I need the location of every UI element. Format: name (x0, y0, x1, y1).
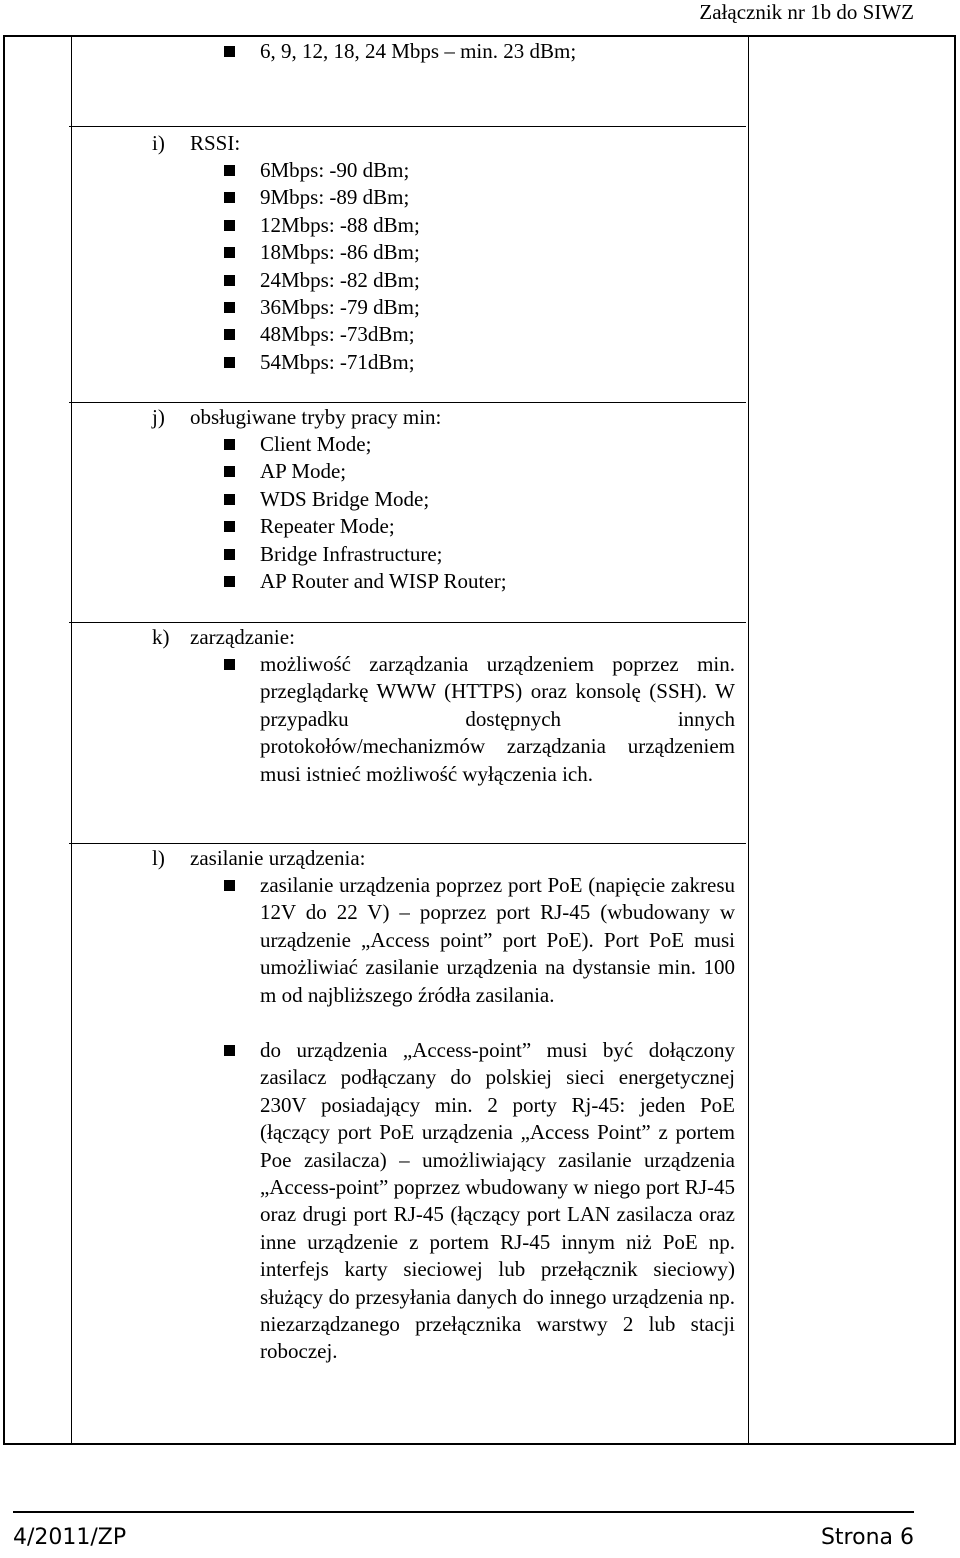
bullet-icon (224, 192, 235, 203)
bullet-icon (224, 46, 235, 57)
row-separator (69, 126, 746, 127)
bullet-icon (224, 302, 235, 313)
table-divider-right (748, 37, 749, 1443)
list-item: AP Mode; (260, 459, 347, 483)
list-item: 36Mbps: -79 dBm; (260, 295, 420, 319)
list-item: Repeater Mode; (260, 514, 395, 538)
bullet-icon (224, 466, 235, 477)
page-number: Strona 6 (820, 1525, 914, 1550)
item-label: k) (152, 625, 170, 649)
bullet-icon (224, 220, 235, 231)
bullet-icon (224, 576, 235, 587)
bullet-icon (224, 247, 235, 258)
list-item: 48Mbps: -73dBm; (260, 322, 415, 346)
list-item: 24Mbps: -82 dBm; (260, 268, 420, 292)
list-item: 9Mbps: -89 dBm; (260, 185, 410, 209)
row-separator (69, 843, 746, 844)
item-label: i) (152, 131, 165, 155)
item-title: zarządzanie: (190, 625, 295, 649)
list-item: 54Mbps: -71dBm; (260, 350, 415, 374)
list-item: 18Mbps: -86 dBm; (260, 240, 420, 264)
list-item: 6, 9, 12, 18, 24 Mbps – min. 23 dBm; (260, 39, 577, 63)
list-item: 12Mbps: -88 dBm; (260, 213, 420, 237)
bullet-icon (224, 549, 235, 560)
list-item: AP Router and WISP Router; (260, 569, 507, 593)
bullet-icon (224, 521, 235, 532)
list-item: do urządzenia „Access-point” musi być dołączony zasilacz podłączany do polskiej sieci energetycznej 230V posiadający min. 2 porty Rj-45: jeden PoE (łączący port PoE urządzenia „Access Point” z portem Poe zasilacza) – umożliwiający zasilanie urządzenia „Access-point” poprzez wbudowany w niego port RJ-45 oraz drugi port RJ-45 (łączący port LAN zasilacza oraz inne urządzenie z portem RJ-45 innym niż PoE np. interfejs karty sieciowej lub przełącznik sieciowy) służący do przesyłania danych do innego urządzenia np. niezarządzanego przełącznika warstwy 2 lub stacji roboczej. (260, 1038, 735, 1364)
bullet-icon (224, 165, 235, 176)
list-item: Client Mode; (260, 432, 372, 456)
list-item: WDS Bridge Mode; (260, 487, 430, 511)
bullet-icon (224, 439, 235, 450)
item-title: RSSI: (190, 131, 241, 155)
bullet-icon (224, 494, 235, 505)
bullet-icon (224, 275, 235, 286)
item-label: l) (152, 846, 165, 870)
table-divider-left (71, 37, 72, 1443)
bullet-icon (224, 1045, 235, 1056)
row-separator (69, 402, 746, 403)
list-item: 6Mbps: -90 dBm; (260, 158, 410, 182)
footer-rule (13, 1511, 914, 1513)
bullet-icon (224, 880, 235, 891)
row-separator (69, 622, 746, 623)
document-header: Załącznik nr 1b do SIWZ (699, 0, 914, 24)
bullet-icon (224, 329, 235, 340)
list-item: Bridge Infrastructure; (260, 542, 443, 566)
bullet-icon (224, 357, 235, 368)
list-item: zasilanie urządzenia poprzez port PoE (napięcie zakresu 12V do 22 V) – poprzez port RJ-45 (wbudowany w urządzenie „Access point” port PoE). Port PoE musi umożliwiać zasilanie urządzenia na dystansie min. 100 m od najbliższego źródła zasilania. (260, 873, 735, 1007)
item-title: obsługiwane tryby pracy min: (190, 405, 442, 429)
item-title: zasilanie urządzenia: (190, 846, 366, 870)
list-item: możliwość zarządzania urządzeniem poprzez min. przeglądarkę WWW (HTTPS) oraz konsolę (SSH). W przypadku dostępnych innych protokołów/mechanizmów zarządzania urządzeniem musi istnieć możliwość wyłączenia ich. (260, 652, 735, 786)
item-label: j) (152, 405, 165, 429)
document-number: 4/2011/ZP (13, 1525, 127, 1550)
bullet-icon (224, 659, 235, 670)
